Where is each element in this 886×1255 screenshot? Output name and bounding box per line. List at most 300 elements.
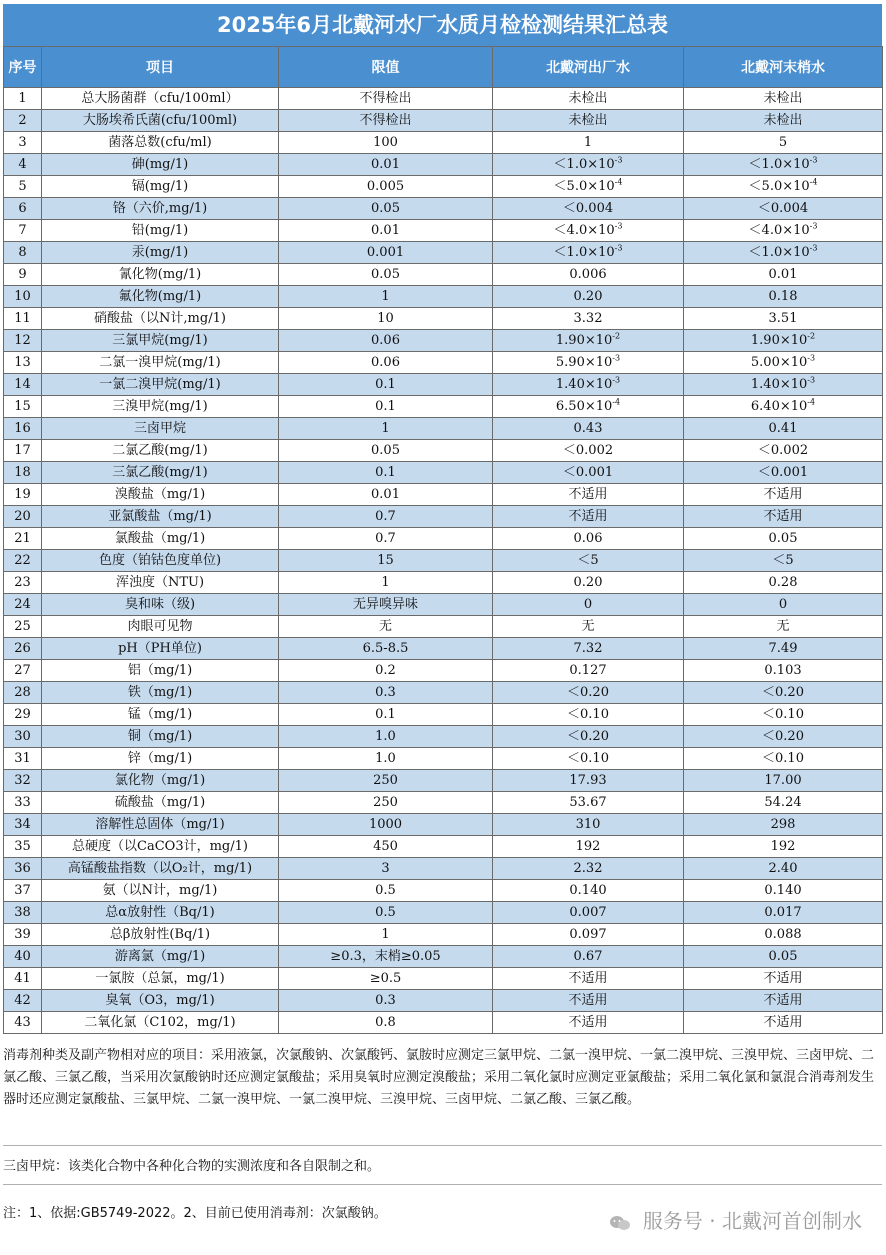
cell-no	[4, 770, 42, 792]
cell-item-value: 二氯乙酸(mg/1)	[112, 443, 208, 458]
cell-item	[42, 1012, 279, 1034]
cell-tap-water-exponent: -4	[807, 397, 816, 407]
cell-item	[42, 462, 279, 484]
cell-factory-water-value: ＜5	[577, 553, 599, 568]
cell-item	[42, 572, 279, 594]
cell-tap-water-value: 2.40	[768, 861, 798, 876]
cell-tap-water	[684, 88, 883, 110]
cell-factory-water-value: 0.007	[569, 905, 607, 920]
cell-item-value: 三卤甲烷	[133, 421, 186, 436]
table-row	[4, 550, 883, 572]
cell-factory-water-value: 不适用	[568, 487, 608, 502]
cell-tap-water	[684, 528, 883, 550]
cell-item	[42, 858, 279, 880]
table-row	[4, 352, 883, 374]
cell-factory-water	[493, 616, 684, 638]
cell-factory-water	[493, 198, 684, 220]
table-row	[4, 682, 883, 704]
cell-no	[4, 264, 42, 286]
cell-factory-water-value: 未检出	[568, 91, 608, 106]
table-row	[4, 616, 883, 638]
cell-item	[42, 770, 279, 792]
cell-factory-water	[493, 660, 684, 682]
cell-limit-value: 0.5	[375, 883, 396, 898]
cell-no-value: 17	[14, 443, 31, 458]
cell-no	[4, 220, 42, 242]
cell-tap-water-value: 17.00	[764, 773, 802, 788]
cell-tap-water-value: 0.140	[764, 883, 802, 898]
cell-limit	[279, 880, 493, 902]
cell-no	[4, 836, 42, 858]
cell-limit	[279, 88, 493, 110]
cell-no-value: 4	[18, 157, 27, 172]
cell-item-value: 铝（mg/1)	[127, 663, 193, 678]
cell-item-value: 溶解性总固体（mg/1)	[95, 817, 225, 832]
cell-limit-value: 0.01	[371, 223, 400, 238]
cell-no-value: 30	[14, 729, 31, 744]
cell-item	[42, 352, 279, 374]
cell-limit-value: 0.01	[371, 157, 400, 172]
cell-item-value: 亚氯酸盐（mg/1)	[108, 509, 212, 524]
cell-factory-water	[493, 264, 684, 286]
header-no: 序号	[4, 47, 42, 88]
cell-item	[42, 198, 279, 220]
cell-limit-value: 0.01	[371, 487, 400, 502]
cell-item-value: 三氯甲烷(mg/1)	[112, 333, 208, 348]
cell-limit-value: 0.06	[371, 333, 400, 348]
cell-no	[4, 858, 42, 880]
cell-factory-water	[493, 968, 684, 990]
cell-item-value: 二氯一溴甲烷(mg/1)	[99, 355, 221, 370]
cell-factory-water-value: 0.097	[569, 927, 607, 942]
cell-no-value: 41	[14, 971, 31, 986]
cell-limit	[279, 330, 493, 352]
cell-tap-water-value: 无	[776, 619, 790, 634]
cell-limit-value: 450	[373, 839, 398, 854]
cell-limit	[279, 770, 493, 792]
table-row	[4, 198, 883, 220]
cell-tap-water	[684, 880, 883, 902]
table-row	[4, 286, 883, 308]
cell-no	[4, 352, 42, 374]
cell-tap-water-value: 0.103	[764, 663, 802, 678]
cell-item-value: 硝酸盐（以N计,mg/1)	[94, 311, 226, 326]
cell-factory-water-exponent: -3	[612, 375, 621, 385]
cell-no-value: 26	[14, 641, 31, 656]
cell-tap-water	[684, 968, 883, 990]
cell-tap-water-value: 298	[770, 817, 796, 832]
cell-factory-water	[493, 836, 684, 858]
cell-tap-water	[684, 836, 883, 858]
cell-no-value: 12	[14, 333, 31, 348]
cell-no	[4, 308, 42, 330]
table-row	[4, 572, 883, 594]
cell-limit-value: 0.05	[371, 443, 400, 458]
cell-no	[4, 242, 42, 264]
cell-no-value: 6	[18, 201, 27, 216]
cell-tap-water	[684, 682, 883, 704]
cell-limit-value: 0.05	[371, 201, 400, 216]
cell-no-value: 5	[18, 179, 27, 194]
cell-item-value: 硫酸盐（mg/1)	[114, 795, 206, 810]
cell-tap-water-value: 不适用	[763, 509, 803, 524]
cell-no	[4, 176, 42, 198]
cell-factory-water-value: 1	[583, 135, 593, 150]
cell-limit-value: 0.3	[375, 685, 396, 700]
cell-factory-water-value: ＜0.002	[562, 443, 614, 458]
cell-no-value: 38	[14, 905, 31, 920]
cell-item	[42, 330, 279, 352]
cell-limit-value: 1	[381, 421, 390, 436]
cell-item	[42, 924, 279, 946]
cell-factory-water	[493, 220, 684, 242]
cell-no	[4, 616, 42, 638]
cell-limit	[279, 550, 493, 572]
table-row	[4, 264, 883, 286]
cell-limit-value: 100	[373, 135, 398, 150]
cell-factory-water-value: 0.67	[573, 949, 603, 964]
cell-factory-water	[493, 110, 684, 132]
cell-tap-water-value: 5.00×10	[750, 355, 808, 370]
cell-factory-water	[493, 924, 684, 946]
cell-tap-water-value: 0.28	[768, 575, 798, 590]
cell-factory-water-value: 0.006	[569, 267, 607, 282]
cell-factory-water	[493, 550, 684, 572]
cell-tap-water	[684, 198, 883, 220]
table-row	[4, 726, 883, 748]
cell-tap-water-value: ＜4.0×10	[748, 223, 810, 238]
table-row	[4, 792, 883, 814]
cell-tap-water-value: 6.40×10	[750, 399, 808, 414]
cell-no	[4, 682, 42, 704]
cell-tap-water	[684, 220, 883, 242]
cell-no	[4, 880, 42, 902]
cell-factory-water-value: 5.90×10	[555, 355, 613, 370]
cell-limit-value: 0.8	[375, 1015, 396, 1030]
cell-no	[4, 902, 42, 924]
cell-limit	[279, 594, 493, 616]
cell-no-value: 13	[14, 355, 31, 370]
cell-limit	[279, 660, 493, 682]
cell-item-value: 锰（mg/1)	[127, 707, 193, 722]
cell-factory-water	[493, 990, 684, 1012]
cell-limit	[279, 462, 493, 484]
cell-limit-value: 1	[381, 575, 390, 590]
cell-tap-water-value: 3.51	[768, 311, 798, 326]
cell-factory-water-value: 7.32	[573, 641, 603, 656]
table-row	[4, 506, 883, 528]
cell-item	[42, 704, 279, 726]
table-row	[4, 990, 883, 1012]
results-table	[3, 46, 883, 1034]
cell-factory-water-exponent: -3	[614, 155, 623, 165]
cell-limit-value: 10	[377, 311, 394, 326]
cell-limit	[279, 264, 493, 286]
table-row	[4, 858, 883, 880]
cell-item	[42, 506, 279, 528]
cell-factory-water	[493, 880, 684, 902]
cell-item-value: 菌落总数(cfu/ml)	[108, 135, 212, 150]
cell-no-value: 15	[14, 399, 31, 414]
cell-no	[4, 946, 42, 968]
cell-item	[42, 154, 279, 176]
cell-factory-water	[493, 418, 684, 440]
cell-no	[4, 748, 42, 770]
cell-tap-water-value: 192	[770, 839, 796, 854]
cell-no-value: 31	[14, 751, 31, 766]
cell-tap-water-exponent: -4	[809, 177, 818, 187]
cell-tap-water-exponent: -2	[807, 331, 816, 341]
cell-factory-water	[493, 308, 684, 330]
table-row	[4, 528, 883, 550]
cell-tap-water-exponent: -3	[807, 375, 816, 385]
cell-no	[4, 462, 42, 484]
cell-factory-water	[493, 770, 684, 792]
cell-tap-water	[684, 176, 883, 198]
thm-note: 三卤甲烷：该类化合物中各种化合物的实测浓度和各自限制之和。	[3, 1150, 882, 1185]
cell-tap-water	[684, 506, 883, 528]
cell-limit	[279, 418, 493, 440]
cell-factory-water-value: 不适用	[568, 971, 608, 986]
cell-factory-water	[493, 462, 684, 484]
header-item: 项目	[42, 47, 279, 88]
cell-no	[4, 594, 42, 616]
cell-limit-value: 0.05	[371, 267, 400, 282]
table-row	[4, 154, 883, 176]
cell-no	[4, 528, 42, 550]
cell-tap-water-value: ＜0.10	[762, 707, 804, 722]
cell-item	[42, 132, 279, 154]
cell-limit	[279, 726, 493, 748]
cell-item-value: 氨（以N计，mg/1)	[102, 883, 218, 898]
cell-no	[4, 660, 42, 682]
cell-item-value: 氯酸盐（mg/1)	[114, 531, 206, 546]
cell-limit	[279, 616, 493, 638]
cell-tap-water	[684, 484, 883, 506]
cell-limit-value: 不得检出	[359, 91, 412, 106]
disinfection-note: 消毒剂种类及副产物相对应的项目：采用液氯，次氯酸钠、次氯酸钙、氯胺时应测定三氯甲烷、二氯一溴甲烷、一氯二溴甲烷、三溴甲烷、三卤甲烷、二氯乙酸、三氯乙酸，当采用次氯酸钠时还应测定氯酸盐；采用臭氧时应测定溴酸盐；采用二氧化氯时应测定亚氯酸盐；采用二氧化氯和氯混合消毒剂发生器时还应测定氯酸盐、三氯甲烷、二氯一溴甲烷、一氯二溴甲烷、三溴甲烷、三卤甲烷、二氯乙酸、三氯乙酸。	[3, 1045, 882, 1146]
cell-limit-value: 不得检出	[359, 113, 412, 128]
table-row	[4, 1012, 883, 1034]
cell-limit-value: 1.0	[375, 751, 396, 766]
cell-tap-water	[684, 638, 883, 660]
cell-item-value: 色度（铂钴色度单位)	[98, 553, 222, 568]
cell-factory-water-value: ＜0.001	[562, 465, 614, 480]
cell-no	[4, 374, 42, 396]
cell-limit-value: 0.001	[366, 245, 405, 260]
cell-limit	[279, 748, 493, 770]
cell-tap-water	[684, 396, 883, 418]
cell-limit	[279, 704, 493, 726]
cell-factory-water-value: 0.06	[573, 531, 603, 546]
cell-tap-water	[684, 154, 883, 176]
cell-tap-water	[684, 374, 883, 396]
cell-factory-water	[493, 484, 684, 506]
cell-factory-water	[493, 748, 684, 770]
table-row	[4, 132, 883, 154]
cell-item-value: 溴酸盐（mg/1)	[114, 487, 206, 502]
cell-no	[4, 990, 42, 1012]
cell-factory-water	[493, 132, 684, 154]
cell-limit-value: 6.5-8.5	[362, 641, 409, 656]
cell-no	[4, 132, 42, 154]
cell-factory-water-value: ＜0.20	[567, 685, 609, 700]
cell-factory-water	[493, 440, 684, 462]
cell-limit-value: 250	[373, 795, 398, 810]
cell-tap-water-value: ＜1.0×10	[748, 245, 810, 260]
cell-item-value: 铅(mg/1)	[131, 223, 189, 238]
cell-item-value: 三溴甲烷(mg/1)	[112, 399, 208, 414]
cell-factory-water	[493, 352, 684, 374]
cell-no-value: 23	[14, 575, 31, 590]
cell-item-value: 总大肠菌群（cfu/100ml）	[81, 91, 239, 106]
table-row	[4, 880, 883, 902]
cell-no	[4, 550, 42, 572]
cell-tap-water-value: ＜0.10	[762, 751, 804, 766]
cell-factory-water-value: 17.93	[569, 773, 607, 788]
table-row	[4, 836, 883, 858]
cell-no-value: 32	[14, 773, 31, 788]
cell-tap-water-value: 54.24	[764, 795, 802, 810]
cell-tap-water	[684, 264, 883, 286]
cell-limit-value: 0.2	[375, 663, 396, 678]
cell-factory-water-value: ＜0.004	[562, 201, 614, 216]
cell-no-value: 8	[18, 245, 27, 260]
cell-factory-water-value: 不适用	[568, 993, 608, 1008]
cell-limit	[279, 968, 493, 990]
cell-factory-water	[493, 902, 684, 924]
cell-item	[42, 286, 279, 308]
cell-limit-value: 1.0	[375, 729, 396, 744]
cell-limit	[279, 374, 493, 396]
cell-no	[4, 1012, 42, 1034]
cell-item	[42, 88, 279, 110]
cell-tap-water	[684, 616, 883, 638]
cell-factory-water	[493, 286, 684, 308]
cell-limit-value: 0.5	[375, 905, 396, 920]
cell-item-value: 浑浊度（NTU)	[115, 575, 205, 590]
cell-no	[4, 330, 42, 352]
table-row	[4, 330, 883, 352]
cell-item-value: 铬（六价,mg/1)	[112, 201, 208, 216]
cell-tap-water	[684, 858, 883, 880]
cell-no-value: 11	[14, 311, 31, 326]
table-row	[4, 594, 883, 616]
header-tap-water: 北戴河末梢水	[684, 47, 883, 88]
cell-item-value: 砷(mg/1)	[131, 157, 189, 172]
cell-no-value: 33	[14, 795, 31, 810]
table-row	[4, 418, 883, 440]
cell-limit-value: 250	[373, 773, 398, 788]
table-row	[4, 220, 883, 242]
cell-limit	[279, 902, 493, 924]
cell-limit	[279, 638, 493, 660]
cell-tap-water-value: 不适用	[763, 1015, 803, 1030]
cell-item-value: 铜（mg/1)	[127, 729, 193, 744]
cell-no-value: 34	[14, 817, 31, 832]
cell-limit	[279, 792, 493, 814]
cell-tap-water-value: ＜0.20	[762, 685, 804, 700]
cell-limit	[279, 990, 493, 1012]
cell-limit	[279, 682, 493, 704]
cell-tap-water	[684, 660, 883, 682]
cell-limit	[279, 132, 493, 154]
cell-tap-water-value: 不适用	[763, 993, 803, 1008]
cell-item	[42, 726, 279, 748]
cell-tap-water	[684, 132, 883, 154]
cell-tap-water-value: ＜5	[772, 553, 794, 568]
cell-limit	[279, 220, 493, 242]
cell-factory-water-value: 0.140	[569, 883, 607, 898]
table-row	[4, 374, 883, 396]
cell-limit-value: 1	[381, 289, 390, 304]
cell-tap-water-value: ＜0.20	[762, 729, 804, 744]
cell-factory-water-value: 0.127	[569, 663, 607, 678]
cell-limit-value: 0.1	[375, 399, 396, 414]
table-row	[4, 660, 883, 682]
cell-tap-water	[684, 352, 883, 374]
cell-item	[42, 374, 279, 396]
cell-tap-water-value: 5	[778, 135, 788, 150]
cell-item-value: 锌（mg/1)	[127, 751, 193, 766]
cell-no-value: 19	[14, 487, 31, 502]
cell-tap-water-value: 0.01	[768, 267, 798, 282]
cell-factory-water	[493, 814, 684, 836]
cell-tap-water-value: ＜5.0×10	[748, 179, 810, 194]
cell-no	[4, 572, 42, 594]
cell-factory-water	[493, 726, 684, 748]
cell-item-value: 总β放射性(Bq/1)	[109, 927, 211, 942]
cell-limit	[279, 176, 493, 198]
cell-item	[42, 638, 279, 660]
cell-item	[42, 946, 279, 968]
cell-item-value: 一氯二溴甲烷(mg/1)	[99, 377, 221, 392]
cell-no	[4, 704, 42, 726]
cell-item	[42, 682, 279, 704]
cell-limit-value: 0.005	[366, 179, 405, 194]
cell-factory-water-exponent: -3	[614, 221, 623, 231]
table-row	[4, 242, 883, 264]
cell-limit	[279, 154, 493, 176]
cell-item-value: 镉(mg/1)	[131, 179, 189, 194]
cell-limit-value: 15	[377, 553, 394, 568]
cell-no-value: 36	[14, 861, 31, 876]
cell-tap-water-value: 0.017	[764, 905, 802, 920]
cell-tap-water	[684, 440, 883, 462]
cell-limit-value: 0.06	[371, 355, 400, 370]
cell-item-value: 氟化物(mg/1)	[118, 289, 202, 304]
cell-tap-water	[684, 286, 883, 308]
cell-no-value: 21	[14, 531, 31, 546]
cell-tap-water-value: 0.05	[768, 531, 798, 546]
cell-item-value: 臭和味（级)	[124, 597, 196, 612]
cell-no-value: 29	[14, 707, 31, 722]
cell-limit	[279, 396, 493, 418]
cell-tap-water-exponent: -3	[809, 243, 818, 253]
cell-item-value: 总硬度（以CaCO3计，mg/1)	[72, 839, 248, 854]
cell-item	[42, 660, 279, 682]
table-row	[4, 88, 883, 110]
cell-item	[42, 110, 279, 132]
cell-factory-water-value: 310	[575, 817, 601, 832]
cell-no	[4, 110, 42, 132]
cell-factory-water-value: 0	[583, 597, 593, 612]
cell-tap-water-value: ＜0.001	[757, 465, 809, 480]
cell-tap-water-value: 0.18	[768, 289, 798, 304]
cell-factory-water-value: 0.20	[573, 575, 603, 590]
cell-limit	[279, 198, 493, 220]
cell-limit-value: ≥0.5	[369, 971, 402, 986]
